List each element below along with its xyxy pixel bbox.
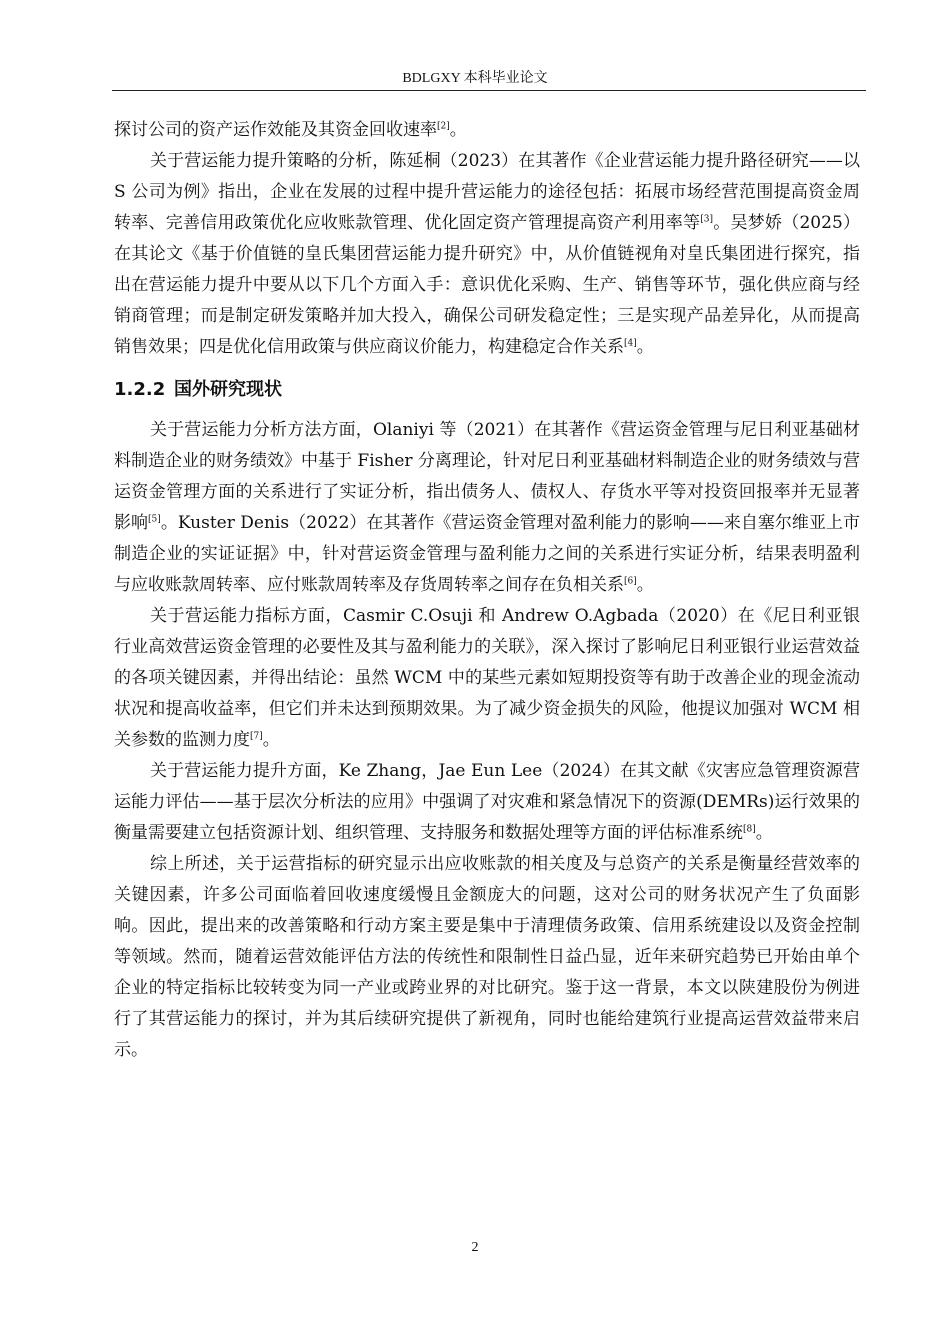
paragraph-text: 。 [636, 337, 654, 357]
paragraph-text: 探讨公司的资产运作效能及其资金回收速率 [114, 120, 437, 140]
page-body [114, 115, 860, 1066]
running-header: BDLGXY 本科毕业论文 [402, 71, 548, 86]
paragraph-text: 。 [755, 823, 773, 843]
paragraph [114, 146, 860, 363]
paragraph-text: 综上所述，关于运营指标的研究显示出应收账款的相关度及与总资产的关系是衡量经营效率的关键因素，许多公司面临着回收速度缓慢且金额庞大的问题，这对公司的财务状况产生了负面影响。因此，提出来的改善策略和行动方案主要是集中于清理债务政策、信用系统建设以及资金控制等领域。然而，随着运营效能评估方法的传统性和限制性日益凸显，近年来研究趋势已开始由单个企业的特定指标比较转变为同一产业或跨业界的对比研究。鉴于这一背景，本文以陕建股份为例进行了其营运能力的探讨，并为其后续研究提供了新视角，同时也能给建筑行业提高运营效益带来启示。 [114, 854, 860, 1060]
citation-ref: [6] [624, 576, 637, 587]
paragraph-text: 。吴梦娇（2025）在其论文《基于价值链的皇氏集团营运能力提升研究》中，从价值链视角对皇氏集团进行探究，指出在营运能力提升中要从以下几个方面入手：意识优化采购、生产、销售等环节，强化供应商与经销商管理；而是制定研发策略并加大投入，确保公司研发稳定性；三是实现产品差异化，从而提高销售效果；四是优化信用政策与供应商议价能力，构建稳定合作关系 [114, 213, 860, 357]
paragraph [114, 415, 860, 601]
citation-ref: [3] [700, 214, 714, 225]
paragraph-continuation [114, 115, 860, 146]
citation-ref: [7] [250, 731, 263, 742]
paragraph-text: 关于营运能力指标方面，Casmir C.Osuji 和 Andrew O.Agbada（2020）在《尼日利亚银行业高效营运资金管理的必要性及其与盈利能力的关联》，深入探讨了影响尼日利亚银行业运营效益的各项关键因素，并得出结论：虽然 WCM 中的某些元素如短期投资等有助于改善企业的现金流动状况和提高收益率，但它们并未达到预期效果。为了减少资金损失的风险，他提议加强对 WCM 相关参数的监测力度 [114, 606, 860, 750]
citation-ref: [2] [437, 121, 450, 132]
paragraph [114, 756, 860, 849]
paragraph-text: 关于营运能力提升策略的分析，陈延桐（2023）在其著作《企业营运能力提升路径研究——以 S 公司为例》指出，企业在发展的过程中提升营运能力的途径包括：拓展市场经营范围提高资金周转率、完善信用政策优化应收账款管理、优化固定资产管理提高资产利用率等 [114, 151, 860, 233]
citation-ref: [4] [624, 338, 637, 349]
section-number: 1.2.2 [114, 379, 166, 400]
page-number: 2 [471, 1240, 479, 1255]
paragraph-text: 。 [636, 575, 654, 595]
paragraph [114, 601, 860, 756]
paragraph-text: 。Kuster Denis（2022）在其著作《营运资金管理对盈利能力的影响——来自塞尔维亚上市制造企业的实证证据》中，针对营运资金管理与盈利能力之间的关系进行实证分析，结果表明盈利与应收账款周转率、应付账款周转率及存货周转率之间存在负相关系 [114, 513, 860, 595]
section-title: 国外研究现状 [174, 379, 282, 400]
paragraph-text: 关于营运能力分析方法方面，Olaniyi 等（2021）在其著作《营运资金管理与尼日利亚基础材料制造企业的财务绩效》中基于 Fisher 分离理论，针对尼日利亚基础材料制造企业的财务绩效与营运资金管理方面的关系进行了实证分析，指出债务人、债权人、存货水平等对投资回报率并无显著影响 [114, 420, 860, 533]
paragraph-text: 。 [262, 730, 280, 750]
citation-ref: [8] [743, 824, 756, 835]
section-heading [114, 373, 860, 407]
header-divider [112, 90, 866, 91]
paragraph-summary [114, 849, 860, 1066]
citation-ref: [5] [148, 514, 161, 525]
paragraph-text: 关于营运能力提升方面，Ke Zhang，Jae Eun Lee（2024）在其文献《灾害应急管理资源营运能力评估——基于层次分析法的应用》中强调了对灾难和紧急情况下的资源(DEMRs)运行效果的衡量需要建立包括资源计划、组织管理、支持服务和数据处理等方面的评估标准系统 [114, 761, 860, 843]
paragraph-text: 。 [449, 120, 467, 140]
